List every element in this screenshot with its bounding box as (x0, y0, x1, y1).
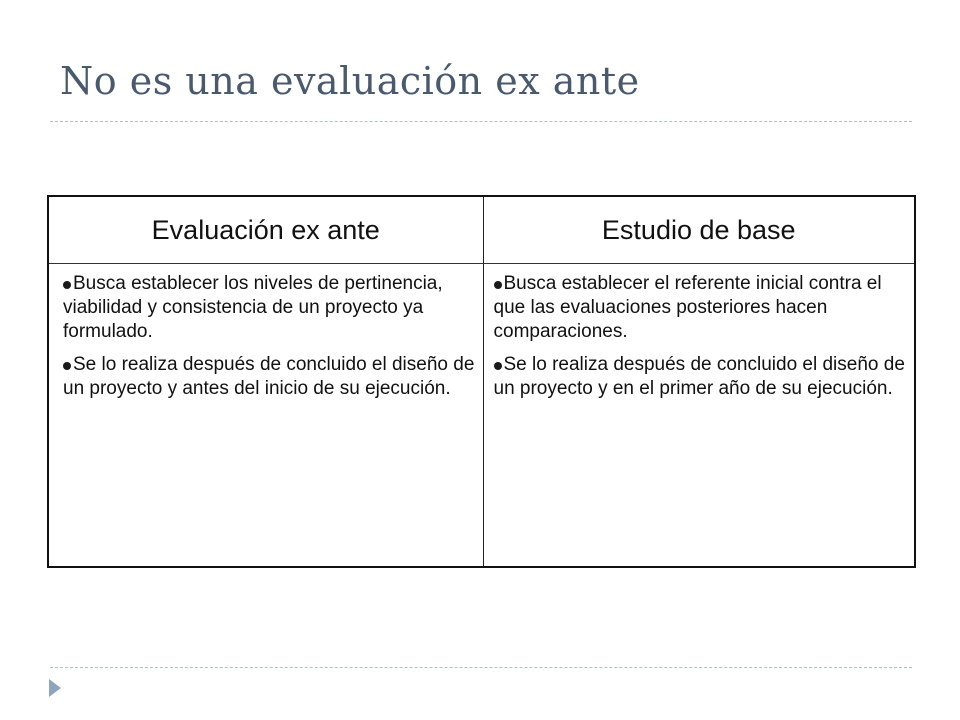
right-bullet-list (494, 272, 907, 401)
bullet-text: Busca establecer los niveles de pertinencia, viabilidad y consistencia de un proyecto ya formulado. (63, 273, 443, 342)
left-cell (48, 264, 483, 568)
bullet-dot-icon (494, 281, 502, 289)
slide-title: No es una evaluación ex ante (60, 59, 640, 103)
bullet-text: Busca establecer el referente inicial contra el que las evaluaciones posteriores hacen comparaciones. (493, 273, 882, 342)
bullet-dot-icon (494, 362, 502, 370)
table-row (48, 264, 915, 568)
list-item (494, 353, 907, 401)
bullet-dot-icon (63, 281, 71, 289)
triangle-right-icon[interactable] (49, 679, 61, 697)
bullet-dot-icon (63, 362, 71, 370)
bullet-text: Se lo realiza después de concluido el diseño de un proyecto y antes del inicio de su ejecución. (63, 354, 475, 399)
comparison-table (47, 195, 916, 568)
title-divider (50, 121, 912, 122)
list-item (494, 272, 907, 344)
header-evaluacion-ex-ante: Evaluación ex ante (48, 196, 483, 264)
left-bullet-list (63, 272, 475, 401)
list-item (63, 272, 475, 344)
header-estudio-de-base: Estudio de base (483, 196, 915, 264)
table-header-row (48, 196, 915, 264)
bullet-text: Se lo realiza después de concluido el diseño de un proyecto y en el primer año de su ejecución. (493, 354, 905, 399)
footer-divider (50, 667, 912, 668)
list-item (63, 353, 475, 401)
right-cell (483, 264, 915, 568)
